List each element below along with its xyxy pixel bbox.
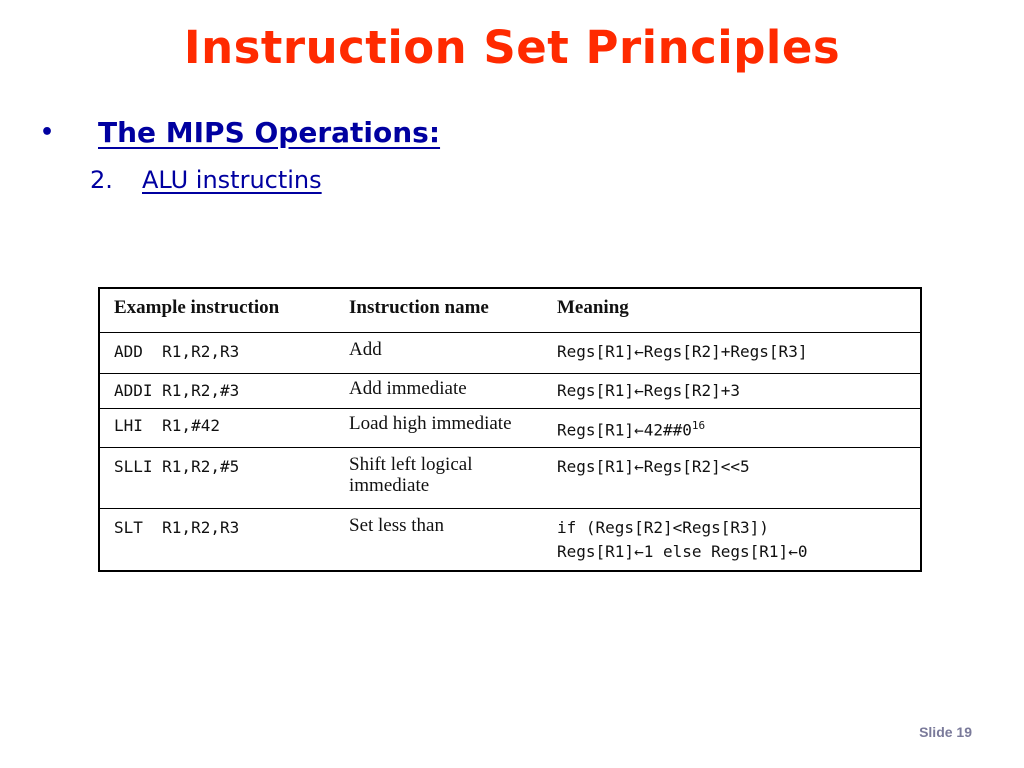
instruction-text: SLLI R1,R2,#5 bbox=[114, 457, 240, 476]
name-text: Set less than bbox=[349, 515, 444, 536]
name-text: Add bbox=[349, 339, 382, 360]
name-text-line-1: Shift left logical bbox=[349, 454, 473, 475]
instruction-text: LHI R1,#42 bbox=[114, 416, 220, 435]
cell-name bbox=[349, 509, 557, 572]
meaning-text: Regs[R1]←Regs[R2]<<5 bbox=[557, 457, 750, 476]
table-row bbox=[99, 374, 921, 409]
name-text: Load high immediate bbox=[349, 413, 512, 434]
table-row bbox=[99, 448, 921, 509]
instruction-text: ADD R1,R2,R3 bbox=[114, 342, 240, 361]
meaning-text bbox=[557, 413, 920, 441]
meaning-text: Regs[R1]←Regs[R2]+3 bbox=[557, 381, 741, 400]
bullet-marker: • bbox=[40, 120, 55, 145]
meaning-text-line-1: if (Regs[R2]<Regs[R3]) bbox=[557, 518, 769, 537]
cell-name bbox=[349, 374, 557, 409]
cell-meaning bbox=[557, 448, 921, 509]
cell-meaning bbox=[557, 409, 921, 448]
cell-meaning bbox=[557, 509, 921, 572]
cell-meaning bbox=[557, 333, 921, 374]
meaning-text: Regs[R1]←Regs[R2]+Regs[R3] bbox=[557, 342, 808, 361]
header-meaning: Meaning bbox=[557, 288, 921, 333]
name-text: Add immediate bbox=[349, 378, 467, 399]
table-header-row bbox=[99, 288, 921, 333]
table-row bbox=[99, 509, 921, 572]
cell-instruction bbox=[99, 374, 349, 409]
header-instruction-name: Instruction name bbox=[349, 288, 557, 333]
cell-name bbox=[349, 409, 557, 448]
meaning-text-line-2: Regs[R1]←1 else Regs[R1]←0 bbox=[557, 542, 808, 561]
instruction-text: ADDI R1,R2,#3 bbox=[114, 381, 240, 400]
cell-instruction bbox=[99, 333, 349, 374]
meaning-base: Regs[R1]←42##0 bbox=[557, 420, 692, 440]
meaning-superscript: 16 bbox=[691, 419, 706, 432]
instruction-text: SLT R1,R2,R3 bbox=[114, 518, 240, 537]
sub-item-number: 2. bbox=[90, 166, 113, 194]
bullet-text: The MIPS Operations: bbox=[98, 116, 441, 149]
cell-instruction bbox=[99, 509, 349, 572]
slide-title: Instruction Set Principles bbox=[183, 21, 841, 74]
table-row bbox=[99, 333, 921, 374]
cell-name bbox=[349, 448, 557, 509]
slide-number: Slide 19 bbox=[919, 724, 972, 740]
sub-item-text: ALU instructins bbox=[142, 166, 322, 194]
table-row bbox=[99, 409, 921, 448]
cell-meaning bbox=[557, 374, 921, 409]
name-text-line-2: immediate bbox=[349, 475, 430, 496]
cell-instruction bbox=[99, 409, 349, 448]
instruction-table bbox=[98, 287, 922, 572]
header-example-instruction: Example instruction bbox=[99, 288, 349, 333]
cell-instruction bbox=[99, 448, 349, 509]
cell-name bbox=[349, 333, 557, 374]
